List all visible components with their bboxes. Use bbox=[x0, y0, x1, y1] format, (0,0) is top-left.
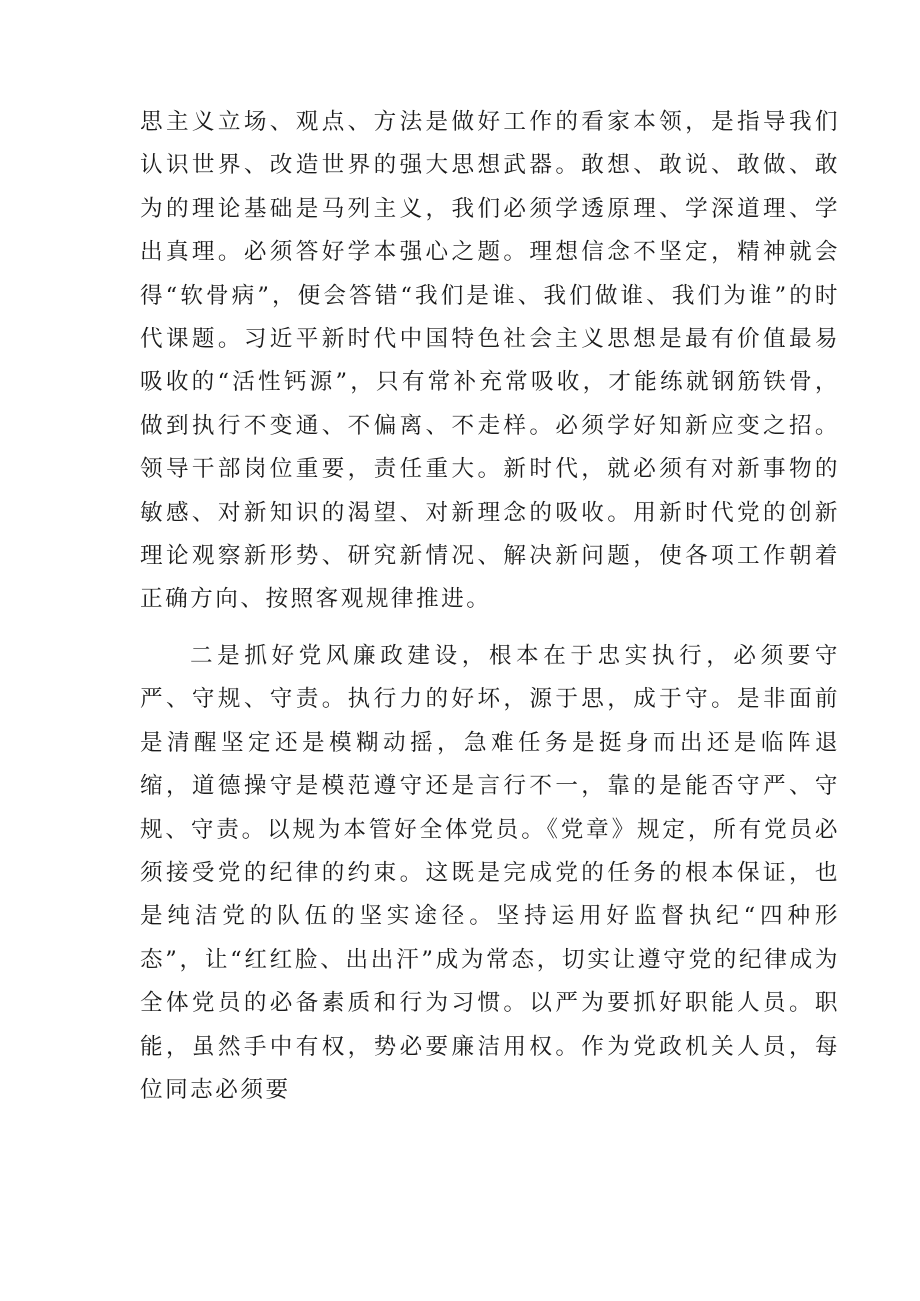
paragraph-spacer bbox=[140, 622, 840, 635]
document-body bbox=[140, 101, 840, 1112]
paragraph-two: 二是抓好党风廉政建设，根本在于忠实执行，必须要守严、守规、守责。执行力的好坏，源于思，成于守。是非面前是清醒坚定还是模糊动摇，急难任务是挺身而出还是临阵退缩，道德操守是模范遵守还是言行不一，靠的是能否守严、守规、守责。以规为本管好全体党员。《党章》规定，所有党员必须接受党的纪律的约束。这既是完成党的任务的根本保证，也是纯洁党的队伍的坚实途径。坚持运用好监督执纪“四种形态”，让“红红脸、出出汗”成为常态，切实让遵守党的纪律成为全体党员的必备素质和行为习惯。以严为要抓好职能人员。职能，虽然手中有权，势必要廉洁用权。作为党政机关人员，每位同志必须要 bbox=[140, 642, 840, 1103]
paragraph-continuation: 思主义立场、观点、方法是做好工作的看家本领，是指导我们认识世界、改造世界的强大思想武器。敢想、敢说、敢做、敢为的理论基础是马列主义，我们必须学透原理、学深道理、学出真理。必须答好学本强心之题。理想信念不坚定，精神就会得“软骨病”，便会答错“我们是谁、我们做谁、我们为谁”的时代课题。习近平新时代中国特色社会主义思想是最有价值最易吸收的“活性钙源”，只有常补充常吸收，才能练就钢筋铁骨，做到执行不变通、不偏离、不走样。必须学好知新应变之招。领导干部岗位重要，责任重大。新时代，就必须有对新事物的敏感、对新知识的渴望、对新理念的吸收。用新时代党的创新理论观察新形势、研究新情况、解决新问题，使各项工作朝着正确方向、按照客观规律推进。 bbox=[140, 109, 840, 613]
